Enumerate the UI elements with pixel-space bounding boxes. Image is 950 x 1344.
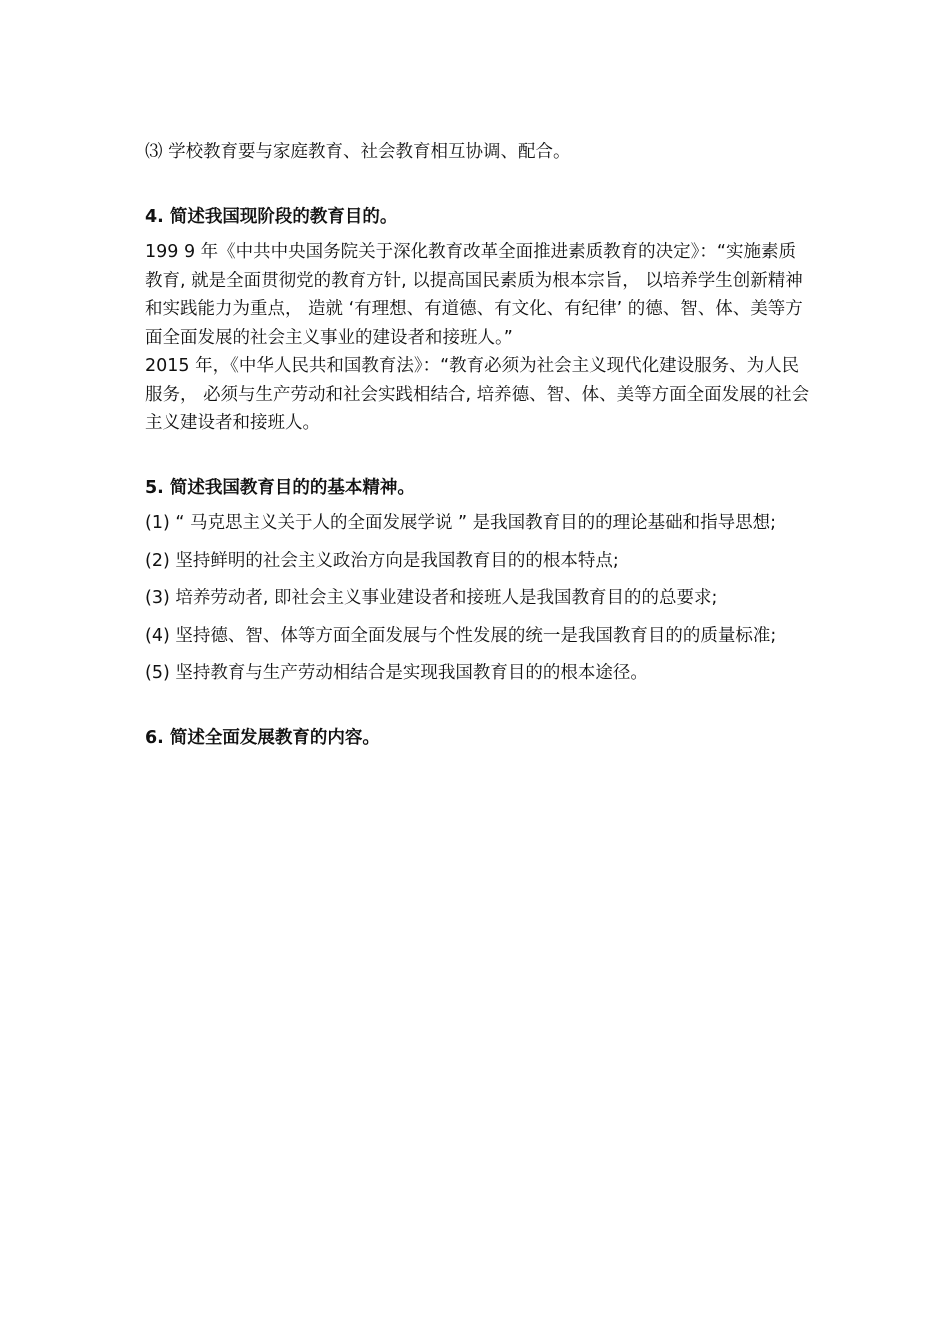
q4-heading: 4. 简述我国现阶段的教育目的。 [145, 206, 398, 227]
q4-paragraph-1999: 199 9 年《中共中央国务院关于深化教育改革全面推进素质教育的决定》：“实施素质教育, 就是全面贯彻党的教育方针, 以提高国民素质为根本宗旨， 以培养学生创新精神和实践能力为重点， 造就 ‘有理想、有道德、有文化、有纪律’ 的德、智、体、美等方面全面发展的社会主义事业的建设者和接班人。” [145, 242, 803, 348]
q4-paragraph-2015: 2015 年，《中华人民共和国教育法》：“教育必须为社会主义现代化建设服务、为人民服务， 必须与生产劳动和社会实践相结合, 培养德、智、体、美等方面全面发展的社会主义建设者和接班人。 [145, 356, 810, 433]
document-body [145, 138, 810, 752]
q6-heading: 6. 简述全面发展教育的内容。 [145, 727, 380, 748]
q5-item-5: (5) 坚持教育与生产劳动相结合是实现我国教育目的的根本途径。 [145, 663, 648, 683]
q5-item-4: (4) 坚持德、智、体等方面全面发展与个性发展的统一是我国教育目的的质量标准; [145, 625, 777, 646]
q5-item-1: (1) “ 马克思主义关于人的全面发展学说 ” 是我国教育目的的理论基础和指导思想; [145, 513, 777, 533]
section3-item3: ⑶ 学校教育要与家庭教育、社会教育相互协调、配合。 [145, 142, 571, 162]
q5-item-2: (2) 坚持鲜明的社会主义政治方向是我国教育目的的根本特点; [145, 550, 619, 571]
q5-heading: 5. 简述我国教育目的的基本精神。 [145, 477, 415, 498]
q5-item-3: (3) 培养劳动者, 即社会主义事业建设者和接班人是我国教育目的的总要求; [145, 588, 718, 608]
